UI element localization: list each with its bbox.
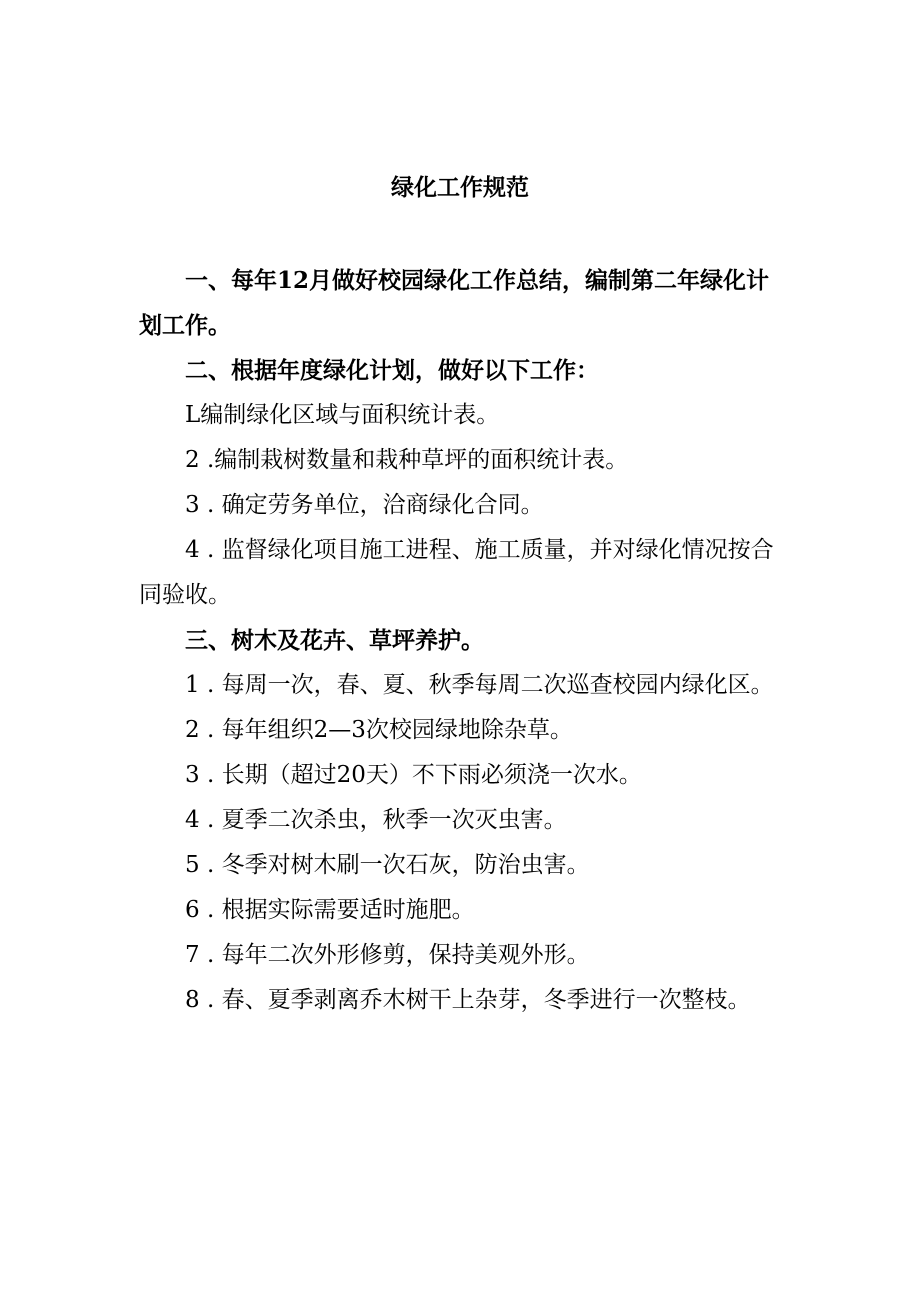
- list-item: 4 . 夏季二次杀虫，秋季一次灭虫害。: [185, 807, 567, 833]
- list-item: 4 . 监督绿化项目施工进程、施工质量，并对绿化情况按合同验收。: [139, 537, 774, 608]
- list-item: 3 . 长期（超过20天）不下雨必须浇一次水。: [185, 762, 642, 788]
- document-title: 绿化工作规范: [391, 174, 529, 201]
- list-item: 7 . 每年二次外形修剪，保持美观外形。: [185, 942, 590, 968]
- section-heading-2: 二、根据年度绿化计划，做好以下工作：: [185, 357, 599, 384]
- list-item: 1 . 每周一次，春、夏、秋季每周二次巡查校园内绿化区。: [185, 672, 774, 698]
- list-item: L编制绿化区域与面积统计表。: [185, 402, 500, 428]
- list-item: 8 . 春、夏季剥离乔木树干上杂芽，冬季进行一次整枝。: [185, 987, 751, 1013]
- list-item: 6 . 根据实际需要适时施肥。: [185, 897, 475, 923]
- list-item: 2 .编制栽树数量和栽种草坪的面积统计表。: [185, 447, 629, 473]
- list-item: 5 . 冬季对树木刷一次石灰，防治虫害。: [185, 852, 590, 878]
- list-item: 2 . 每年组织2—3次校园绿地除杂草。: [185, 717, 573, 743]
- list-item: 3 . 确定劳务单位，洽商绿化合同。: [185, 492, 544, 518]
- section-heading-1: 一、每年12月做好校园绿化工作总结，编制第二年绿化计划工作。: [139, 267, 770, 339]
- document-body: [139, 258, 779, 1023]
- section-heading-3: 三、树木及花卉、草坪养护。: [185, 627, 484, 654]
